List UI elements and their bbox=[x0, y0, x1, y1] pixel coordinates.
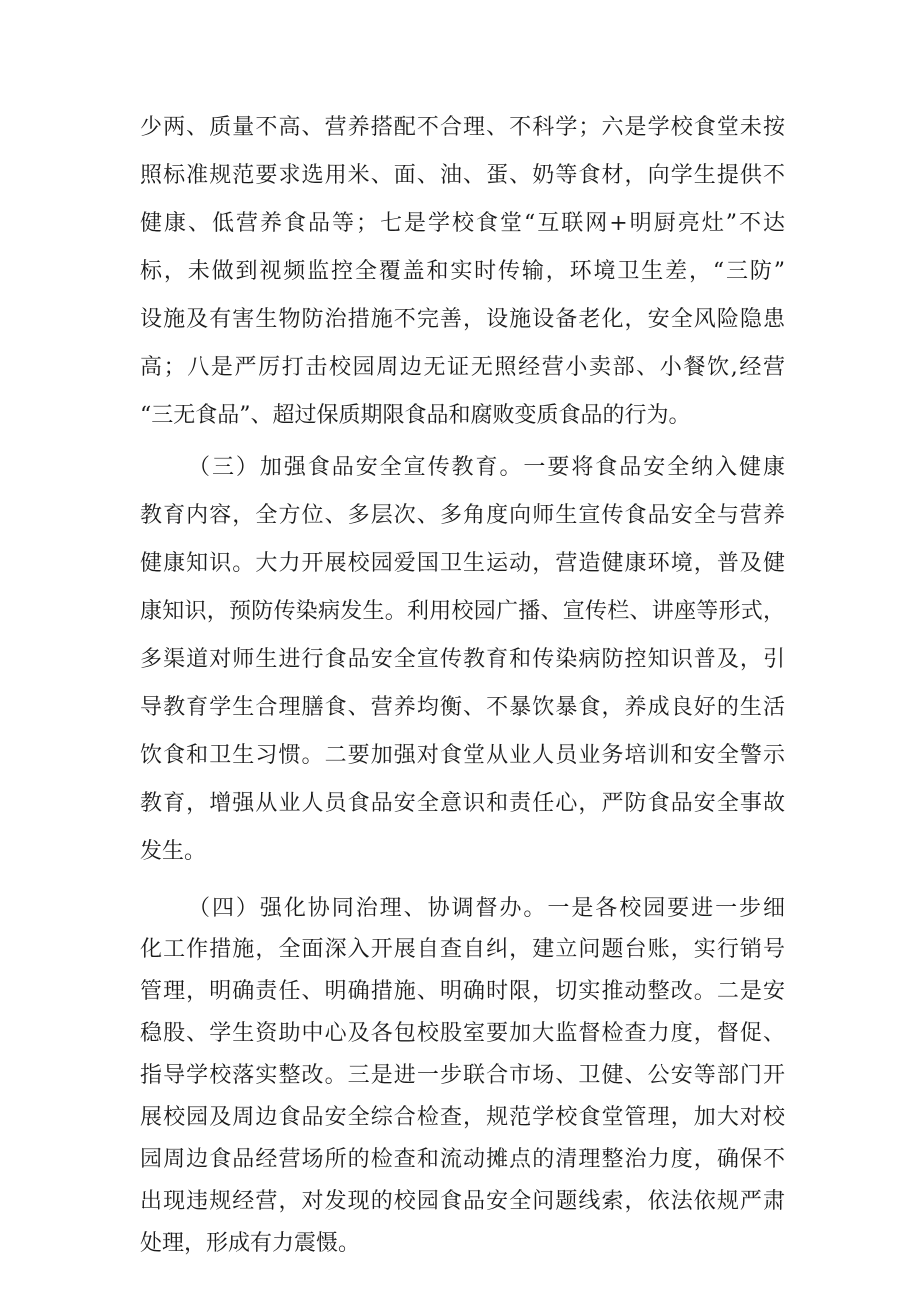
text-line: 指导学校落实整改。三是进一步联合市场、卫健、公安等部门开 bbox=[140, 1063, 785, 1088]
text-line: 照标准规范要求选用米、面、油、蛋、奶等食材，向学生提供不 bbox=[140, 163, 785, 188]
text-line: 高；八是严厉打击校园周边无证无照经营小卖部、小餐饮,经营 bbox=[140, 355, 785, 380]
section-heading-line: （四）强化协同治理、协调督办。一是各校园要进一步细 bbox=[188, 896, 785, 921]
text-line: 导教育学生合理膳食、营养均衡、不暴饮暴食，养成良好的生活 bbox=[140, 695, 785, 720]
text-line: 康知识，预防传染病发生。利用校园广播、宣传栏、讲座等形式， bbox=[140, 599, 785, 624]
text-line: 管理，明确责任、明确措施、明确时限，切实推动整改。二是安 bbox=[140, 979, 785, 1004]
text-line: 设施及有害生物防治措施不完善，设施设备老化，安全风险隐患 bbox=[140, 307, 785, 332]
section-heading-line: （三）加强食品安全宣传教育。一要将食品安全纳入健康 bbox=[188, 455, 785, 480]
text-line: 健康知识。大力开展校园爱国卫生运动，营造健康环境，普及健 bbox=[140, 551, 785, 576]
text-line: 处理，形成有力震慑。 bbox=[140, 1231, 361, 1256]
text-line: 少两、质量不高、营养搭配不合理、不科学；六是学校食堂未按 bbox=[140, 115, 785, 140]
text-line: 发生。 bbox=[140, 839, 207, 864]
text-line: 标，未做到视频监控全覆盖和实时传输，环境卫生差，“三防” bbox=[140, 259, 785, 284]
text-line: 出现违规经营，对发现的校园食品安全问题线索，依法依规严肃 bbox=[140, 1189, 785, 1214]
text-line: 展校园及周边食品安全综合检查，规范学校食堂管理，加大对校 bbox=[140, 1105, 785, 1130]
text-line: 多渠道对师生进行食品安全宣传教育和传染病防控知识普及，引 bbox=[140, 647, 785, 672]
text-line: 教育，增强从业人员食品安全意识和责任心，严防食品安全事故 bbox=[140, 791, 785, 816]
text-line: 健康、低营养食品等；七是学校食堂“互联网+明厨亮灶”不达 bbox=[140, 211, 785, 236]
text-line: 教育内容，全方位、多层次、多角度向师生宣传食品安全与营养 bbox=[140, 503, 785, 528]
text-line: 化工作措施，全面深入开展自查自纠，建立问题台账，实行销号 bbox=[140, 937, 785, 962]
text-line: “三无食品”、超过保质期限食品和腐败变质食品的行为。 bbox=[140, 403, 691, 428]
text-line: 稳股、学生资助中心及各包校股室要加大监督检查力度，督促、 bbox=[140, 1021, 785, 1046]
text-line: 饮食和卫生习惯。二要加强对食堂从业人员业务培训和安全警示 bbox=[140, 743, 785, 768]
text-line: 园周边食品经营场所的检查和流动摊点的清理整治力度，确保不 bbox=[140, 1147, 785, 1172]
